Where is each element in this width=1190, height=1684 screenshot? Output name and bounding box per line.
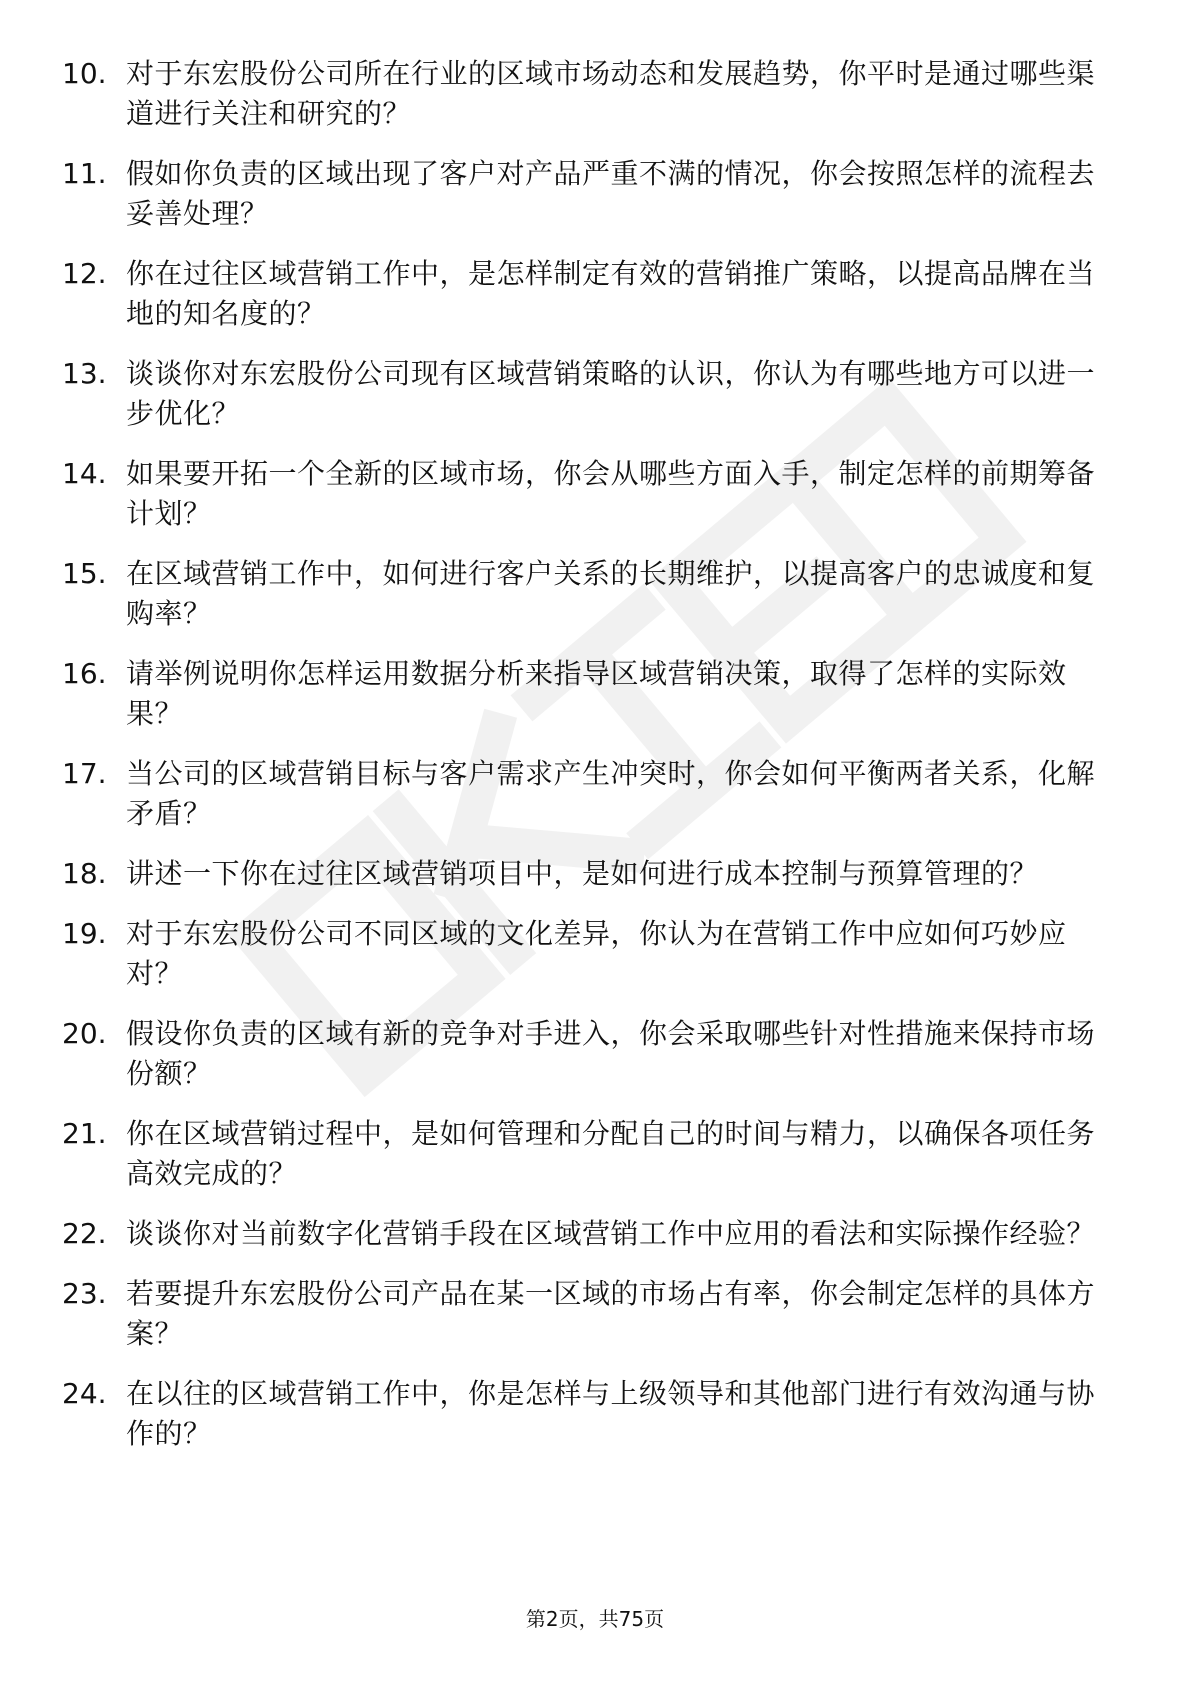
question-number: 18. — [62, 857, 107, 890]
question-number: 17. — [62, 757, 107, 790]
question-item-16 — [62, 654, 1122, 734]
question-item-24 — [62, 1374, 1122, 1454]
question-number: 22. — [62, 1217, 107, 1250]
question-number: 23. — [62, 1277, 107, 1310]
question-text: 讲述一下你在过往区域营销项目中，是如何进行成本控制与预算管理的？ — [126, 857, 1039, 890]
question-text: 对于东宏股份公司所在行业的区域市场动态和发展趋势，你平时是通过哪些渠道进行关注和研究的？ — [126, 57, 1096, 130]
question-text: 请举例说明你怎样运用数据分析来指导区域营销决策，取得了怎样的实际效果？ — [126, 657, 1067, 730]
question-text: 当公司的区域营销目标与客户需求产生冲突时，你会如何平衡两者关系，化解矛盾？ — [126, 757, 1096, 830]
question-number: 15. — [62, 557, 107, 590]
question-text: 对于东宏股份公司不同区域的文化差异，你认为在营销工作中应如何巧妙应对？ — [126, 917, 1067, 990]
question-number: 10. — [62, 57, 107, 90]
question-text: 谈谈你对东宏股份公司现有区域营销策略的认识，你认为有哪些地方可以进一步优化？ — [126, 357, 1096, 430]
question-number: 13. — [62, 357, 107, 390]
question-text: 假设你负责的区域有新的竞争对手进入，你会采取哪些针对性措施来保持市场份额？ — [126, 1017, 1096, 1090]
question-item-10 — [62, 54, 1122, 134]
question-text: 谈谈你对当前数字化营销手段在区域营销工作中应用的看法和实际操作经验？ — [126, 1217, 1096, 1250]
question-item-11 — [62, 154, 1122, 234]
question-item-12 — [62, 254, 1122, 334]
question-item-23 — [62, 1274, 1122, 1354]
question-number: 20. — [62, 1017, 107, 1050]
question-item-15 — [62, 554, 1122, 634]
question-text: 你在区域营销过程中，是如何管理和分配自己的时间与精力，以确保各项任务高效完成的？ — [126, 1117, 1096, 1190]
question-number: 19. — [62, 917, 107, 950]
question-item-19 — [62, 914, 1122, 994]
question-item-20 — [62, 1014, 1122, 1094]
question-item-22 — [62, 1214, 1122, 1254]
question-item-17 — [62, 754, 1122, 834]
question-text: 如果要开拓一个全新的区域市场，你会从哪些方面入手，制定怎样的前期筹备计划？ — [126, 457, 1096, 530]
question-text: 你在过往区域营销工作中，是怎样制定有效的营销推广策略，以提高品牌在当地的知名度的？ — [126, 257, 1096, 330]
question-number: 16. — [62, 657, 107, 690]
question-number: 21. — [62, 1117, 107, 1150]
question-number: 14. — [62, 457, 107, 490]
page-number-footer: 第2页，共75页 — [525, 1607, 665, 1631]
question-item-14 — [62, 454, 1122, 534]
question-list — [62, 54, 1122, 1474]
question-text: 在区域营销工作中，如何进行客户关系的长期维护，以提高客户的忠诚度和复购率？ — [126, 557, 1096, 630]
question-number: 12. — [62, 257, 107, 290]
question-number: 24. — [62, 1377, 107, 1410]
question-item-21 — [62, 1114, 1122, 1194]
question-text: 假如你负责的区域出现了客户对产品严重不满的情况，你会按照怎样的流程去妥善处理？ — [126, 157, 1096, 230]
question-number: 11. — [62, 157, 107, 190]
question-text: 在以往的区域营销工作中，你是怎样与上级领导和其他部门进行有效沟通与协作的？ — [126, 1377, 1096, 1450]
question-text: 若要提升东宏股份公司产品在某一区域的市场占有率，你会制定怎样的具体方案？ — [126, 1277, 1096, 1350]
question-item-18 — [62, 854, 1122, 894]
question-item-13 — [62, 354, 1122, 434]
